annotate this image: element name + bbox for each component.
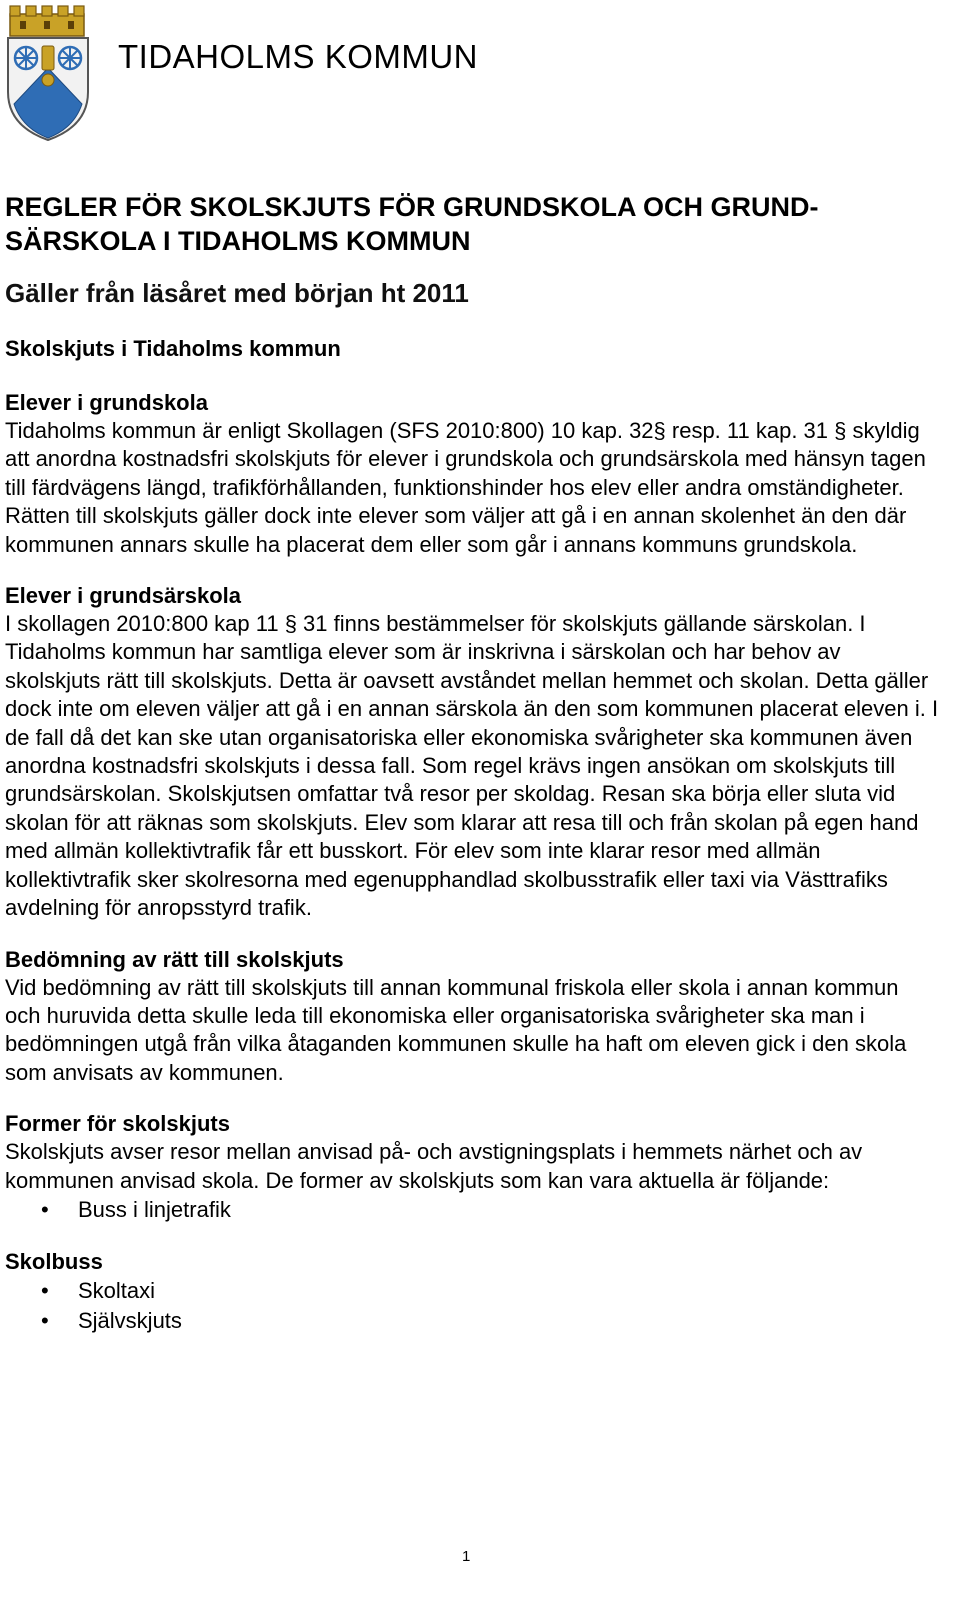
list-item: • Självskjuts: [5, 1306, 940, 1336]
document-title-line-1: REGLER FÖR SKOLSKJUTS FÖR GRUNDSKOLA OCH GRUND-: [5, 192, 819, 222]
letterhead: [4, 4, 604, 144]
section-title: Former för skolskjuts: [5, 1111, 230, 1137]
section-grundskola: [5, 388, 940, 559]
section-heading: Skolskjuts i Tidaholms kommun: [5, 336, 341, 361]
list-item: • Skoltaxi: [5, 1276, 940, 1306]
bullet-icon: •: [41, 1196, 49, 1222]
list-item: • Buss i linjetrafik: [5, 1195, 940, 1225]
document-title-line-2: SÄRSKOLA I TIDAHOLMS KOMMUN: [5, 226, 471, 256]
section-grundsarskola: [5, 581, 940, 922]
section-former: [5, 1109, 940, 1225]
coat-of-arms-icon: [4, 4, 92, 142]
section-skolbuss: [5, 1247, 940, 1336]
section-title: Elever i grundskola: [5, 390, 208, 415]
section-body: Skolskjuts avser resor mellan anvisad på- och avstigningsplats i hemmets närhet och av kommunen anvisad skola. De former av skolskjuts som kan vara aktuella är följande:: [5, 1139, 863, 1193]
bullet-list: [5, 1276, 940, 1336]
section-body: Vid bedömning av rätt till skolskjuts till annan kommunal friskola eller skola i annan kommun och huruvida detta skulle leda till ekonomiska eller organisatoriska svårigheter ska man i bedömningen utgå från vilka åtaganden kommunen skulle ha haft om eleven gick i den skola som anvisats av kommunen.: [5, 974, 907, 1085]
section-bedomning: [5, 945, 940, 1088]
bullet-icon: •: [41, 1307, 49, 1333]
bullet-icon: •: [41, 1277, 49, 1303]
page-number: 1: [462, 1548, 471, 1565]
document-title: [5, 190, 940, 258]
organization-name: TIDAHOLMS KOMMUN: [118, 38, 479, 75]
bullet-list: [5, 1195, 940, 1225]
section-body: I skollagen 2010:800 kap 11 § 31 finns bestämmelser för skolskjuts gällande särskolan. I Tidaholms kommun har samtliga elever som är inskrivna i särskolan och har behov av skolskjuts rätt till skolskjuts. Detta är oavsett avståndet mellan hemmet och skolan. Detta gäller dock inte om eleven väljer att gå i en annan särskola än den som kommunen placerat eleven i. I de fall då det kan ske utan organisatoriska eller ekonomiska svårigheter ska kommunen även anordna kostnadsfri skolskjuts i dessa fall. Som regel krävs ingen ansökan om skolskjuts till grundsärskolan. Skolskjutsen omfattar två resor per skoldag. Resan ska börja eller sluta vid skolan för att räknas som skolskjuts. Elev som klarar att resa till och från skolan på egen hand med allmän kollektivtrafik får ett busskort. För elev som inte klarar resor med allmän kollektivtrafik sker skolresorna med egenupphandlad skolbusstrafik eller taxi via Västtrafiks avdelning för anropsstyrd trafik.: [5, 611, 939, 921]
document-body: [5, 190, 940, 1336]
section-body: Tidaholms kommun är enligt Skollagen (SFS 2010:800) 10 kap. 32§ resp. 11 kap. 31 § skyldig att anordna kostnadsfri skolskjuts för elever i grundskola och grundsärskola med hänsyn tagen till färdvägens längd, trafikförhållanden, funktionshinder hos elev eller andra omständigheter. Rätten till skolskjuts gäller dock inte elever som väljer att gå i en annan skolenhet än den där kommunen annars skulle ha placerat dem eller som går i annans kommuns grundskola.: [5, 418, 926, 557]
section-title: Elever i grundsärskola: [5, 583, 241, 609]
document-subtitle: Gäller från läsåret med början ht 2011: [5, 278, 469, 308]
section-title: Skolbuss: [5, 1248, 103, 1274]
section-title: Bedömning av rätt till skolskjuts: [5, 946, 344, 972]
